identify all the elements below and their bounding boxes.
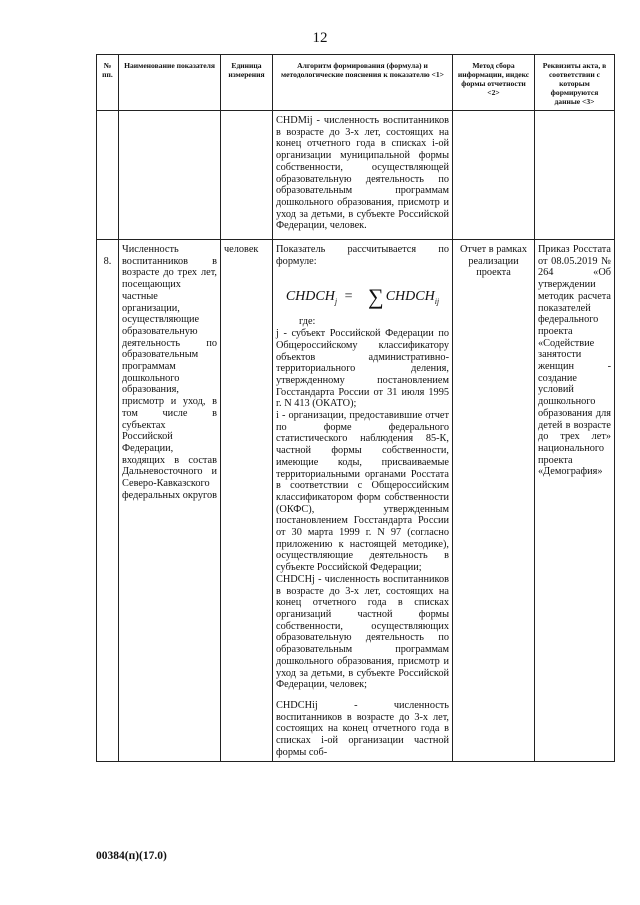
page-number: 12 bbox=[312, 30, 328, 46]
algorithm-intro: Показатель рассчитывается по формуле: bbox=[276, 244, 449, 267]
definition-i: i - организации, предоставившие отчет по форме федерального статистического наблюдения 85-К, частной формы собственности, имеющие коды, присваиваемые территориальными органами Росстата в соответствии с Общероссийским классификатором форм собственности (ОКФС), утвержденным постановлением Госстандарта России от 30 марта 1999 г. N 97 (согласно приложению к настоящей методике), осуществляющие деятельность в субъекте Российской Федерации; bbox=[276, 410, 449, 574]
formula-lhs-sub: j bbox=[334, 297, 338, 307]
cell-unit bbox=[221, 240, 273, 762]
document-code: 00384(п)(17.0) bbox=[96, 850, 167, 862]
definition-chdch-ij: CHDCHij - численность воспитанников в возрасте до 3-х лет, состоящих на конец отчетного года в списках i-ой организации частной формы соб- bbox=[276, 699, 449, 758]
definition-j: j - субъект Российской Федерации по Общероссийскому классификатору объектов административно-территориального деления, утвержденному постановлением Госстандарта России от 31 июля 1995 г. N 413 (ОКАТО); bbox=[276, 328, 449, 410]
algorithm-text: CHDMij - численность воспитанников в возрасте до 3-х лет, состоящих на конец отчетного года в списках i-ой организации муниципальной формы собственности, осуществляющей образовательную деятельность по образовательным программам дошкольного образования, присмотр и уход за детьми, в субъекте Российской Федерации, человек. bbox=[276, 115, 449, 232]
cell-act-details bbox=[535, 240, 615, 762]
cell-algorithm bbox=[273, 240, 453, 762]
header-collection-method: Метод сбора информации, индекс формы отчетности <2> bbox=[453, 55, 535, 111]
cell-collection-method bbox=[453, 240, 535, 762]
formula-rhs-sub: ij bbox=[434, 297, 440, 307]
formula-equals: = bbox=[344, 289, 353, 305]
where-label: где: bbox=[299, 316, 316, 328]
header-indicator-name: Наименование показателя bbox=[119, 55, 221, 111]
header-act-details: Реквизиты акта, в соответствии с которым формируются данные <3> bbox=[535, 55, 615, 111]
formula bbox=[273, 270, 452, 316]
cell-empty bbox=[453, 111, 535, 240]
header-number: № пп. bbox=[97, 55, 119, 111]
formula-rhs: CHDCH bbox=[385, 289, 435, 305]
cell-number bbox=[97, 240, 119, 762]
table-row bbox=[97, 111, 615, 240]
cell-indicator-name bbox=[119, 240, 221, 762]
indicator-name: Численность воспитанников в возрасте до трех лет, посещающих частные организации, осуществляющие образовательную деятельность по образовательным программам дошкольного образования, присмотр и уход, в том числе в субъектах Российской Федерации, входящих в состав Дальневосточного и Северо-Кавказского федеральных округов bbox=[122, 244, 217, 501]
indicators-table bbox=[96, 54, 615, 762]
sigma-icon: ∑ bbox=[368, 284, 384, 310]
formula-lhs: CHDCH bbox=[285, 289, 335, 305]
unit-text: человек bbox=[224, 244, 259, 255]
cell-algorithm bbox=[273, 111, 453, 240]
cell-empty bbox=[97, 111, 119, 240]
table-row bbox=[97, 240, 615, 762]
collection-method: Отчет в рамках реализации проекта bbox=[460, 244, 527, 279]
header-unit: Единица измерения bbox=[221, 55, 273, 111]
header-algorithm: Алгоритм формирования (формула) и методологические пояснения к показателю <1> bbox=[273, 55, 453, 111]
cell-empty bbox=[221, 111, 273, 240]
definition-chdch-j: CHDCHj - численность воспитанников в возрасте до 3-х лет, состоящих на конец отчетного года в списках организаций частной формы собственности, осуществляющих образовательную деятельность по образовательным программам дошкольного образования, присмотр и уход за детьми, в субъекте Российской Федерации, человек; bbox=[276, 573, 449, 691]
row-number: 8. bbox=[103, 256, 112, 267]
table-header-row bbox=[97, 55, 615, 111]
act-details: Приказ Росстата от 08.05.2019 № 264 «Об утверждении методик расчета показателей федерального проекта «Содействие занятости женщин - создание условий дошкольного образования для детей в возрасте до трех лет» национального проекта «Демография» bbox=[538, 244, 611, 478]
cell-empty bbox=[535, 111, 615, 240]
cell-empty bbox=[119, 111, 221, 240]
